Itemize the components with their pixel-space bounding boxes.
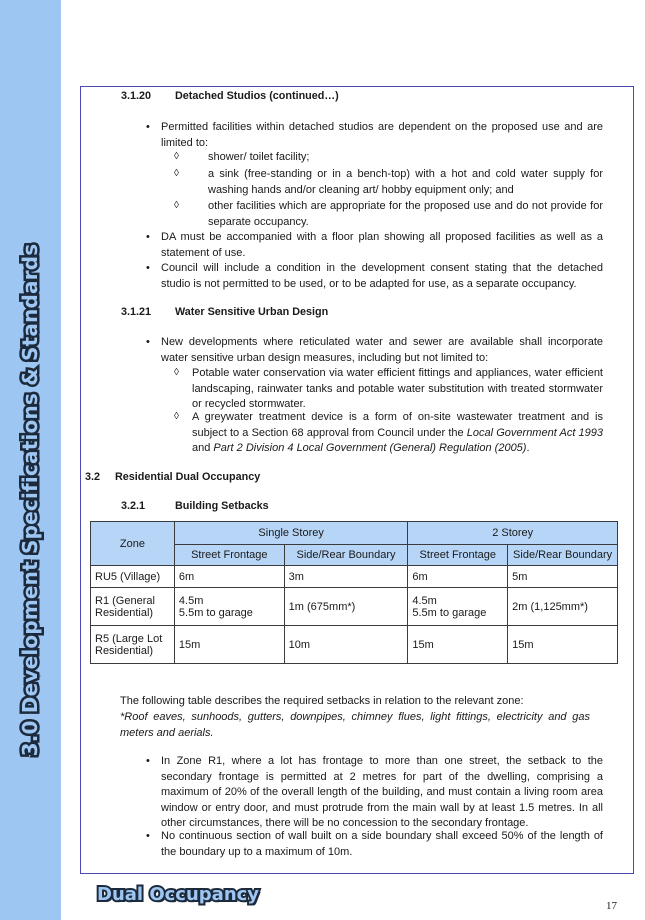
heading-3-1-21	[121, 306, 421, 322]
heading-number: 3.2.1	[121, 500, 146, 512]
diamond-bullet-icon: ◊	[174, 151, 179, 162]
wsud-sub-2	[192, 410, 603, 457]
wsud-sub-2-text: .	[526, 442, 530, 454]
side-rear-header: Side/Rear Boundary	[284, 545, 408, 566]
table-cell: 2m (1,125mm*)	[508, 588, 618, 626]
heading-3-1-20	[121, 90, 421, 106]
wsud-sub-1: Potable water conservation via water efficient fittings and appliances, water efficient landscaping, rainwater tanks and potable water substitution with treated stormwater or recycled stormwater.	[192, 367, 603, 410]
table-cell: 1m (675mm*)	[284, 588, 408, 626]
cell-line: 5.5m to garage	[178, 606, 253, 619]
street-frontage-header: Street Frontage	[174, 545, 284, 566]
table-cell	[408, 588, 508, 626]
notes-bullet-1: In Zone R1, where a lot has frontage to more than one street, the setback to the secondary frontage is permitted at 2 metres for part of the dwelling, comprising a maximum of 20% of the overall length of the building, and must contain a living room area window or entry door, and must protrude from the main wall by at least 1.5 metres. In all other circumstances, there will be no concession to the secondary frontage.	[161, 755, 603, 829]
zone-cell: RU5 (Village)	[91, 566, 175, 588]
sidebar-title: 3.0 Development Specifications & Standards	[18, 243, 42, 757]
street-frontage-header: Street Frontage	[408, 545, 508, 566]
setbacks-table	[90, 521, 618, 664]
studio-sub-1: shower/ toilet facility;	[208, 151, 310, 163]
wsud-bullet-1: New developments where reticulated water and sewer are available shall incorporate water sensitive urban design measures, including but not limited to:	[161, 336, 603, 364]
studio-bullet-2: DA must be accompanied with a floor plan showing all proposed facilities as well as a statement of use.	[161, 231, 603, 259]
heading-number: 3.1.20	[121, 90, 152, 102]
wsud-sub-2-text: and	[192, 442, 214, 454]
table-cell	[174, 588, 284, 626]
zone-cell: R1 (General Residential)	[91, 588, 175, 626]
cell-line: 4.5m	[178, 594, 204, 607]
page-number: 17	[606, 900, 617, 912]
diamond-bullet-icon: ◊	[174, 411, 179, 422]
studio-bullet-1: Permitted facilities within detached studios are dependent on the proposed use and are limited to:	[161, 121, 603, 149]
bullet-icon: •	[146, 336, 150, 348]
table-intro: The following table describes the required setbacks in relation to the relevant zone:	[120, 695, 524, 707]
wsud-sub-2-text: A greywater treatment device is a form of on-site wastewater treatment and is subject to a Section 68 approval from Council under the	[192, 411, 603, 439]
regulation-reference: Part 2 Division 4 Local Government (General) Regulation (2005)	[213, 442, 527, 454]
table-cell: 6m	[408, 566, 508, 588]
table-cell: 15m	[174, 626, 284, 664]
table-row	[91, 626, 618, 664]
table-cell: 5m	[508, 566, 618, 588]
cell-line: 4.5m	[412, 594, 437, 607]
bullet-icon: •	[146, 830, 150, 842]
heading-number: 3.2	[85, 471, 101, 483]
cell-line: 5.5m to garage	[412, 606, 487, 619]
bullet-icon: •	[146, 121, 150, 133]
table-cell: 3m	[284, 566, 408, 588]
diamond-bullet-icon: ◊	[174, 168, 179, 179]
zone-header: Zone	[91, 522, 175, 566]
studio-sub-2: a sink (free-standing or in a bench-top) with a hot and cold water supply for washing hands and/or cleaning art/ hobby equipment only; and	[208, 168, 603, 196]
act-reference: Local Government Act 1993	[466, 426, 604, 439]
heading-title: Detached Studios (continued…)	[175, 90, 339, 102]
two-storey-header: 2 Storey	[408, 522, 618, 545]
table-row	[91, 566, 618, 588]
notes-bullet-2: No continuous section of wall built on a side boundary shall exceed 50% of the length of the boundary up to a maximum of 10m.	[161, 830, 603, 858]
studio-sub-3: other facilities which are appropriate for the proposed use and do not provide for separate occupancy.	[208, 200, 603, 228]
heading-number: 3.1.21	[121, 306, 152, 318]
bullet-icon: •	[146, 262, 150, 274]
heading-3-2	[85, 471, 385, 487]
diamond-bullet-icon: ◊	[174, 367, 179, 378]
table-row	[91, 588, 618, 626]
table-cell: 15m	[408, 626, 508, 664]
single-storey-header: Single Storey	[174, 522, 407, 545]
diamond-bullet-icon: ◊	[174, 200, 179, 211]
table-cell: 6m	[174, 566, 284, 588]
side-rear-header: Side/Rear Boundary	[508, 545, 618, 566]
studio-bullet-3: Council will include a condition in the development consent stating that the detached studio is not permitted to be used, or to be adapted for use, as a separate occupancy.	[161, 262, 603, 290]
heading-3-2-1	[121, 500, 421, 516]
footer-section-title: Dual Occupancy	[97, 884, 260, 905]
zone-cell: R5 (Large Lot Residential)	[91, 626, 175, 664]
table-cell: 10m	[284, 626, 408, 664]
bullet-icon: •	[146, 755, 150, 767]
heading-title: Building Setbacks	[175, 500, 269, 512]
table-cell: 15m	[508, 626, 618, 664]
heading-title: Water Sensitive Urban Design	[175, 306, 329, 318]
bullet-icon: •	[146, 231, 150, 243]
heading-title: Residential Dual Occupancy	[115, 471, 261, 483]
table-footnote: *Roof eaves, sunhoods, gutters, downpipes, chimney flues, light fittings, electricity and gas meters and aerials.	[120, 711, 590, 739]
